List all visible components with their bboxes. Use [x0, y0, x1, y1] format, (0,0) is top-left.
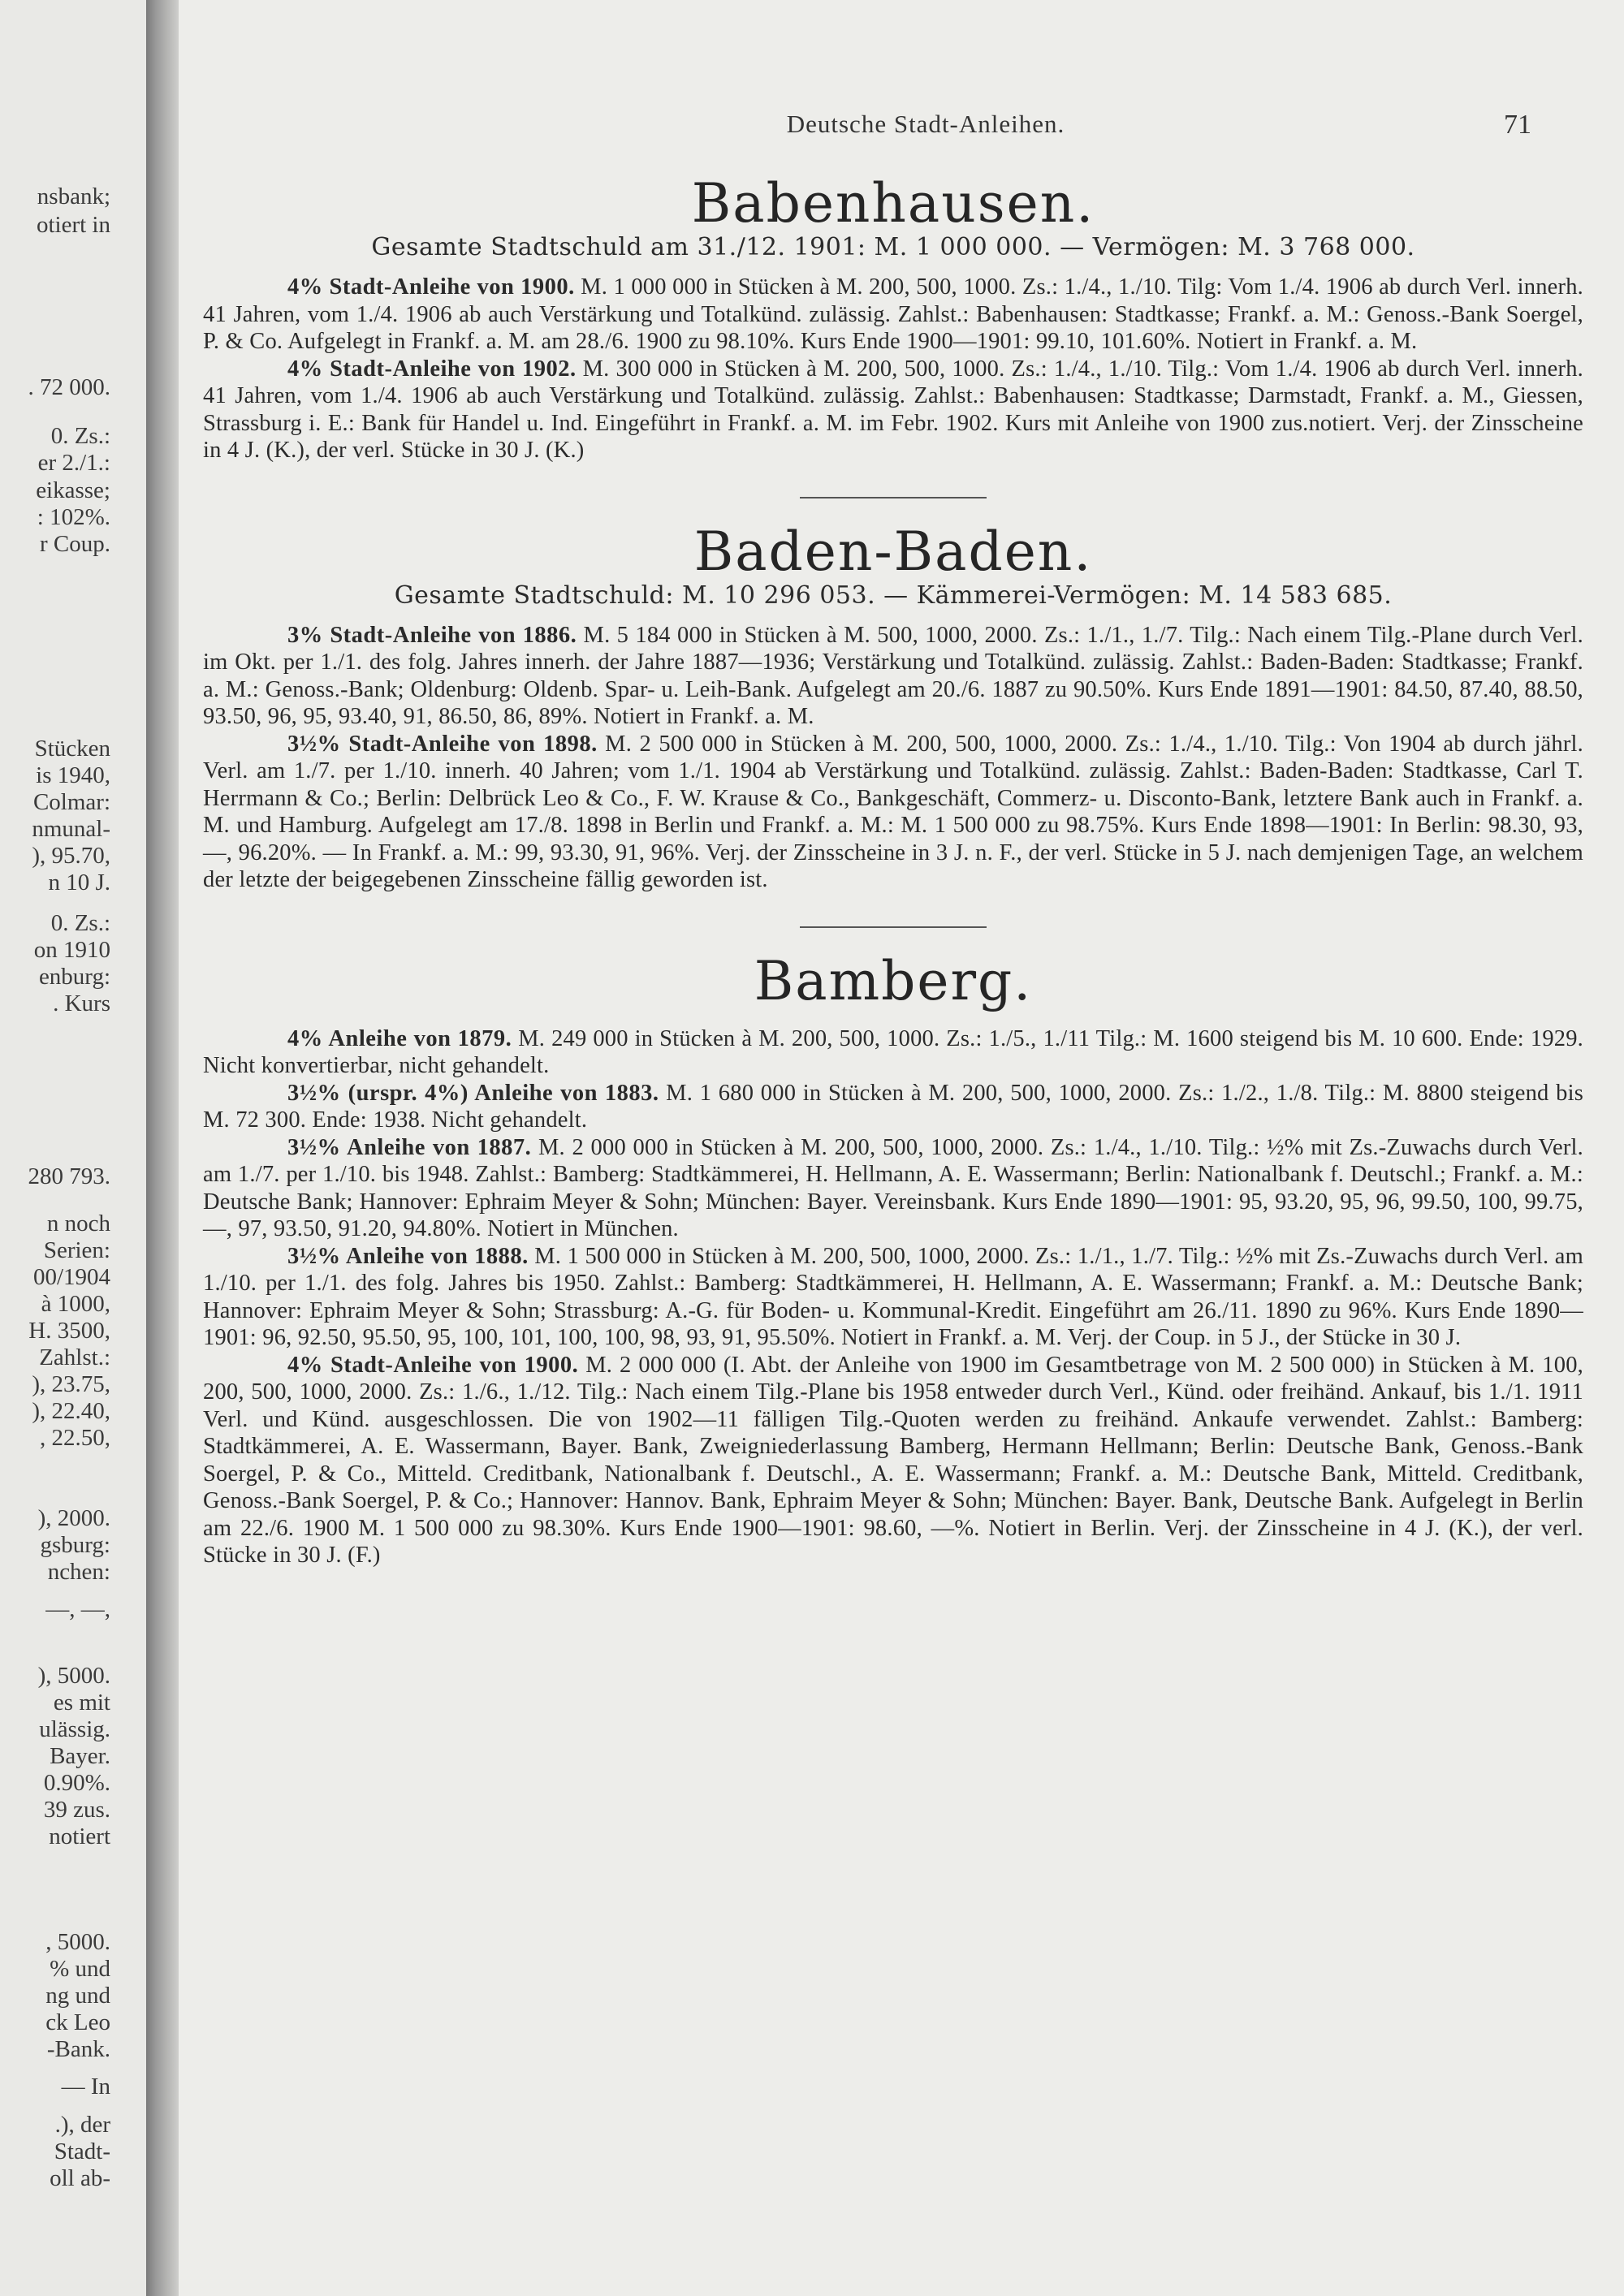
- fragment-line: notiert: [49, 1823, 110, 1849]
- loan-heading: 4% Stadt-Anleihe von 1900.: [287, 274, 575, 300]
- loan-text: M. 249 000 in Stücken à M. 200, 500, 1000. Zs.: 1./5., 1./11 Tilg.: M. 1600 steigend bis M. 10 600. Ende: 1929. Nicht konvertierbar, nicht gehandelt.: [203, 1025, 1583, 1078]
- loan-text: M. 1 000 000 in Stücken à M. 200, 500, 1000. Zs.: 1./4., 1./10. Tilg: Vom 1./4. 1906 ab durch Verl. innerh. 41 Jahren, vom 1./4. 1906 ab auch Verstärkung und Totalkünd. zulässig. Zahlst.: Babenhausen: Stadtkasse; Frankf. a. M.: Genoss.-Bank Soergel, P. & Co. Aufgelegt in Frankf. a. M. am 28./6. 1900 zu 98.10%. Kurs Ende 1900—1901: 99.10, 101.60%. Notiert in Frankf. a. M.: [203, 274, 1583, 354]
- section-summary: Gesamte Stadtschuld am 31./12. 1901: M. 1 000 000. — Vermögen: M. 3 768 000.: [371, 233, 1415, 261]
- section-divider: [800, 926, 987, 928]
- fragment-line: 280 793.: [28, 1163, 110, 1189]
- loan-entry: [203, 274, 1583, 356]
- fragment-line: er 2./1.:: [37, 450, 110, 476]
- section-divider: [800, 497, 987, 498]
- fragment-line: ), 23.75,: [32, 1371, 110, 1397]
- loan-text: M. 300 000 in Stücken à M. 200, 500, 1000. Zs.: 1./4., 1./10. Tilg.: Vom 1./4. 1906 ab durch Verl. innerh. 41 Jahren, vom 1./4. 1906 ab auch Verstärkung und Totalkünd. zulässig. Zahlst.: Babenhausen: Stadtkasse; Darmstadt, Frankf. a. M., Giessen, Strassburg i. E.: Bank für Handel u. Ind. Eingeführt in Frankf. a. M. im Febr. 1902. Kurs mit Anleihe von 1900 zus.notiert. Verj. der Zinsscheine in 4 J. (K.), der verl. Stücke in 30 J. (K.): [203, 356, 1583, 463]
- fragment-line: — In: [61, 2074, 110, 2100]
- fragment-line: r Coup.: [40, 531, 110, 557]
- book-spine-shadow: [146, 0, 179, 2296]
- page-number: 71: [1504, 110, 1531, 140]
- fragment-line: ulässig.: [39, 1716, 110, 1742]
- loan-heading: 3½% Stadt-Anleihe von 1898.: [287, 731, 598, 757]
- loan-entry: [203, 1025, 1583, 1080]
- fragment-line: % und: [50, 1956, 110, 1982]
- fragment-line: ), 5000.: [37, 1663, 110, 1689]
- loan-heading: 3½% Anleihe von 1887.: [287, 1134, 532, 1160]
- loan-entry: [203, 1080, 1583, 1134]
- loan-entry: [203, 356, 1583, 464]
- fragment-line: —, —,: [45, 1596, 110, 1622]
- fragment-line: enburg:: [38, 964, 110, 990]
- fragment-line: ng und: [45, 1983, 110, 2009]
- fragment-line: Zahlst.:: [39, 1344, 110, 1370]
- loan-heading: 4% Stadt-Anleihe von 1900.: [287, 1352, 579, 1378]
- book-page: [179, 0, 1624, 2296]
- loan-heading: 3½% Anleihe von 1888.: [287, 1243, 529, 1269]
- fragment-line: 0. Zs.:: [50, 910, 110, 936]
- fragment-line: .), der: [54, 2112, 110, 2138]
- fragment-line: ck Leo: [45, 2009, 110, 2035]
- loan-text: M. 2 500 000 in Stücken à M. 200, 500, 1000, 2000. Zs.: 1./4., 1./10. Tilg.: Von 1904 ab durch jährl. Verl. am 1./7. per 1./10. innerh. 40 Jahren; vom 1./1. 1904 ab Verstärkung und Totalkünd. zulässig. Zahlst.: Baden-Baden: Stadtkasse, Carl T. Herrmann & Co.; Berlin: Delbrück Leo & Co., F. W. Krause & Co., Bankgeschäft, Commerz- u. Disconto-Bank, letztere Bank auch in Frankf. a. M. und Hamburg. Aufgelegt am 17./8. 1898 in Berlin und Frankf. a. M.: M. 1 500 000 zu 98.75%. Kurs Ende 1898—1901: In Berlin: 98.30, 93, —, 96.20%. — In Frankf. a. M.: 99, 93.30, 91, 96%. Verj. der Zinsscheine in 3 J. n. F., der verl. Stücke in 5 J. nach demjenigen Tage, an welchem der letzte der beigegebenen Zinsscheine fällig geworden ist.: [203, 731, 1583, 892]
- fragment-line: 00/1904: [32, 1264, 110, 1290]
- fragment-line: ), 95.70,: [32, 843, 110, 869]
- fragment-line: es mit: [53, 1690, 110, 1716]
- fragment-line: Serien:: [43, 1237, 110, 1263]
- adjacent-page-fragment: [0, 0, 146, 2296]
- loan-text: M. 1 500 000 in Stücken à M. 200, 500, 1000, 2000. Zs.: 1./1., 1./7. Tilg.: ½% mit Zs.-Zuwachs durch Verl. am 1./10. per 1./1. des folg. Jahres bis 1950. Zahlst.: Bamberg: Stadtkämmerei, H. Hellmann, A. E. Wassermann; Frankf. a. M.: Deutsche Bank; Hannover: Ephraim Meyer & Sohn; Strassburg: A.-G. für Boden- u. Kommunal-Kredit. Eingeführt am 26./11. 1890 zu 96%. Kurs Ende 1890—1901: 96, 92.50, 95.50, 95, 100, 101, 100, 100, 98, 93, 91, 95.50%. Notiert in Frankf. a. M. Verj. der Coup. in 5 J., der Stücke in 30 J.: [203, 1243, 1583, 1350]
- fragment-line: n 10 J.: [48, 870, 110, 896]
- loan-text: M. 2 000 000 in Stücken à M. 200, 500, 1000, 2000. Zs.: 1./4., 1./10. Tilg.: ½% mit Zs.-Zuwachs durch Verl. am 1./7. per 1./10. bis 1948. Zahlst.: Bamberg: Stadtkämmerei, H. Hellmann, A. E. Wassermann; Berlin: Nationalbank f. Deutschl.; Frankf. a. M.: Deutsche Bank; Hannover: Ephraim Meyer & Sohn; München: Bayer. Vereinsbank. Kurs Ende 1890—1901: 95, 93.20, 95, 96, 99.50, 100, 99.75, —, 97, 93.50, 91.20, 94.80%. Notiert in München.: [203, 1134, 1583, 1241]
- fragment-line: oll ab-: [50, 2165, 110, 2191]
- body-column: [203, 172, 1583, 1569]
- loan-entry: [203, 1352, 1583, 1569]
- fragment-line: 0. Zs.:: [50, 423, 110, 449]
- fragment-line: . Kurs: [53, 990, 110, 1016]
- fragment-line: eikasse;: [36, 477, 110, 503]
- fragment-line: Stücken: [34, 736, 110, 762]
- fragment-line: H. 3500,: [28, 1318, 110, 1344]
- fragment-line: 0.90%.: [43, 1770, 110, 1796]
- loan-entry: [203, 1243, 1583, 1352]
- running-head: Deutsche Stadt-Anleihen.: [786, 110, 1065, 138]
- fragment-line: 39 zus.: [43, 1797, 110, 1823]
- loan-heading: 3½% (urspr. 4%) Anleihe von 1883.: [287, 1080, 659, 1106]
- fragment-line: nchen:: [47, 1559, 110, 1585]
- fragment-line: . 72 000.: [28, 374, 110, 400]
- fragment-line: Bayer.: [50, 1743, 110, 1769]
- fragment-line: n noch: [46, 1211, 110, 1236]
- section-bamberg: [203, 949, 1583, 1569]
- section-title: Bamberg.: [754, 949, 1033, 1012]
- fragment-line: , 22.50,: [40, 1425, 110, 1451]
- fragment-line: otiert in: [36, 212, 110, 238]
- section-title: Baden-Baden.: [693, 520, 1093, 583]
- loan-text: M. 2 000 000 (I. Abt. der Anleihe von 1900 im Gesamtbetrage von M. 2 500 000) in Stücken à M. 100, 200, 500, 1000, 2000. Zs.: 1./6., 1./12. Tilg.: Nach einem Tilg.-Plane bis 1958 entweder durch Verl., Künd. oder freihänd. Ankauf, bis 1./1. 1911 Verl. und Künd. ausgeschlossen. Die von 1902—11 fälligen Tilg.-Quoten werden zu freihänd. Ankaufe verwendet. Zahlst.: Bamberg: Stadtkämmerei, A. E. Wassermann, Bayer. Bank, Zweigniederlassung Bamberg, Hermann Hellmann; Berlin: Deutsche Bank, Genoss.-Bank Soergel, P. & Co., Mitteld. Creditbank, Nationalbank f. Deutschl., A. E. Wassermann; Frankf. a. M.: Deutsche Bank, Mitteld. Creditbank, Genoss.-Bank Soergel, P. & Co.; Hannover: Hannov. Bank, Ephraim Meyer & Sohn; München: Bayer. Bank, Deutsche Bank. Aufgelegt in Berlin am 22./6. 1900 M. 1 500 000 zu 98.30%. Kurs Ende 1900—1901: 98.60, —%. Notiert in Berlin. Verj. der Zinsscheine in 4 J. (K.), der verl. Stücke in 30 J. (F.): [203, 1352, 1583, 1568]
- loan-heading: 3% Stadt-Anleihe von 1886.: [287, 622, 577, 648]
- fragment-line: : 102%.: [37, 504, 110, 530]
- loan-entry: [203, 622, 1583, 731]
- section-baden-baden: [203, 520, 1583, 894]
- loan-entry: [203, 731, 1583, 894]
- loan-text: M. 1 680 000 in Stücken à M. 200, 500, 1000, 2000. Zs.: 1./2., 1./8. Tilg.: M. 8800 steigend bis M. 72 300. Ende: 1938. Nicht gehandelt.: [203, 1080, 1583, 1133]
- fragment-line: gsburg:: [40, 1532, 110, 1558]
- fragment-line: on 1910: [33, 937, 110, 963]
- fragment-line: Colmar:: [32, 789, 110, 815]
- fragment-line: ), 22.40,: [32, 1398, 110, 1424]
- loan-text: M. 5 184 000 in Stücken à M. 500, 1000, 2000. Zs.: 1./1., 1./7. Tilg.: Nach einem Tilg.-Plane durch Verl. im Okt. per 1./1. des folg. Jahres innerh. der Jahre 1887—1936; Verstärkung und Totalkünd. zulässig. Zahlst.: Baden-Baden: Stadtkasse; Frankf. a. M.: Genoss.-Bank; Oldenburg: Oldenb. Spar- u. Leih-Bank. Aufgelegt am 20./6. 1887 zu 90.50%. Kurs Ende 1891—1901: 84.50, 87.40, 88.50, 93.50, 96, 95, 93.40, 91, 86.50, 86, 89%. Notiert in Frankf. a. M.: [203, 622, 1583, 729]
- fragment-line: Stadt-: [54, 2138, 110, 2164]
- fragment-line: , 5000.: [45, 1929, 110, 1955]
- section-babenhausen: [203, 172, 1583, 464]
- section-summary: Gesamte Stadtschuld: M. 10 296 053. — Kämmerei-Vermögen: M. 14 583 685.: [394, 580, 1393, 610]
- loan-entry: [203, 1134, 1583, 1243]
- fragment-line: ), 2000.: [37, 1505, 110, 1531]
- fragment-line: is 1940,: [36, 762, 110, 788]
- fragment-line: nsbank;: [37, 183, 110, 209]
- loan-heading: 4% Stadt-Anleihe von 1902.: [287, 356, 577, 382]
- fragment-line: -Bank.: [46, 2036, 110, 2062]
- fragment-line: nmunal-: [32, 816, 110, 842]
- fragment-line: à 1000,: [41, 1291, 110, 1317]
- loan-heading: 4% Anleihe von 1879.: [287, 1025, 512, 1051]
- section-title: Babenhausen.: [691, 172, 1095, 235]
